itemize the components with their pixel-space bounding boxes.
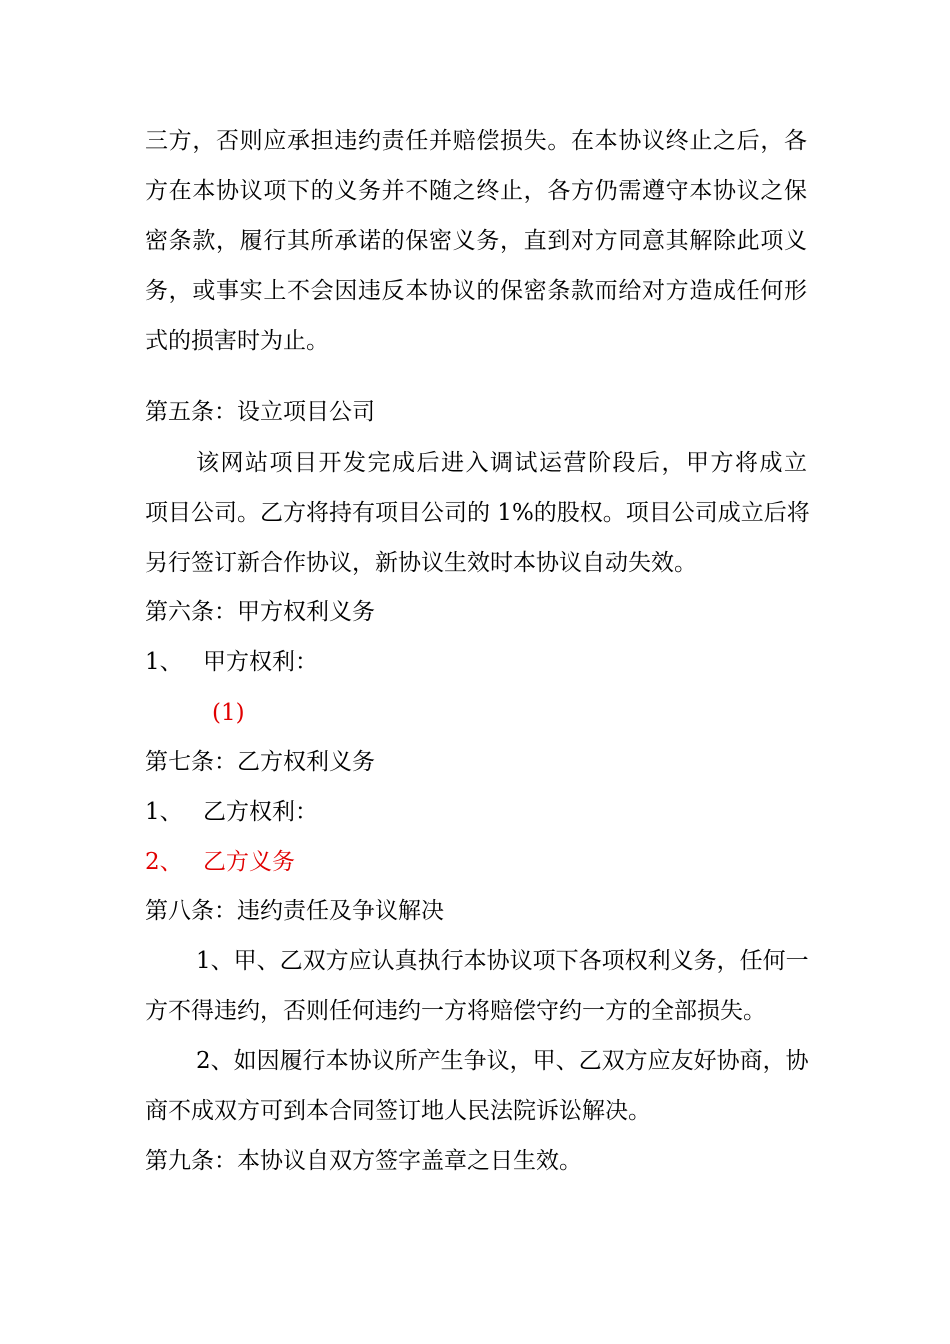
list-number: 2、 bbox=[145, 849, 183, 875]
paragraph-line: 项目公司。乙方将持有项目公司的 1%的股权。项目公司成立后将 bbox=[145, 500, 810, 526]
paragraph-line: 商不成双方可到本合同签订地人民法院诉讼解决。 bbox=[145, 1098, 651, 1124]
paragraph-line: 方在本协议项下的义务并不随之终止，各方仍需遵守本协议之保 bbox=[145, 178, 807, 204]
list-label: 甲方权利： bbox=[203, 649, 318, 675]
list-number: 1、 bbox=[145, 799, 183, 825]
article6-heading: 第六条：甲方权利义务 bbox=[145, 599, 375, 625]
paragraph-line: 方不得违约，否则任何违约一方将赔偿守约一方的全部损失。 bbox=[145, 998, 766, 1024]
paragraph-line: 另行签订新合作协议，新协议生效时本协议自动失效。 bbox=[145, 550, 697, 576]
article8-heading: 第八条：违约责任及争议解决 bbox=[145, 898, 444, 924]
paragraph-line: 务，或事实上不会因违反本协议的保密条款而给对方造成任何形 bbox=[145, 278, 807, 304]
paragraph-line: 2、如因履行本协议所产生争议，甲、乙双方应友好协商，协 bbox=[196, 1048, 809, 1074]
paragraph-line: 三方，否则应承担违约责任并赔偿损失。在本协议终止之后，各 bbox=[145, 128, 807, 154]
list-label: 乙方义务 bbox=[203, 849, 295, 875]
paragraph-line: 1、甲、乙双方应认真执行本协议项下各项权利义务，任何一 bbox=[196, 948, 809, 974]
article5-heading: 第五条：设立项目公司 bbox=[145, 399, 375, 425]
article7-heading: 第七条：乙方权利义务 bbox=[145, 749, 375, 775]
article6-item1 bbox=[145, 647, 318, 677]
paragraph-line: 该网站项目开发完成后进入调试运营阶段后，甲方将成立 bbox=[196, 450, 807, 476]
article7-item2 bbox=[145, 847, 295, 877]
list-number: 1、 bbox=[145, 649, 183, 675]
article6-subitem1: (1) bbox=[212, 700, 245, 726]
list-label: 乙方权利： bbox=[203, 799, 318, 825]
article7-item1 bbox=[145, 797, 318, 827]
paragraph-line: 密条款，履行其所承诺的保密义务，直到对方同意其解除此项义 bbox=[145, 228, 807, 254]
article9-heading: 第九条：本协议自双方签字盖章之日生效。 bbox=[145, 1148, 582, 1174]
paragraph-line: 式的损害时为止。 bbox=[145, 328, 329, 354]
